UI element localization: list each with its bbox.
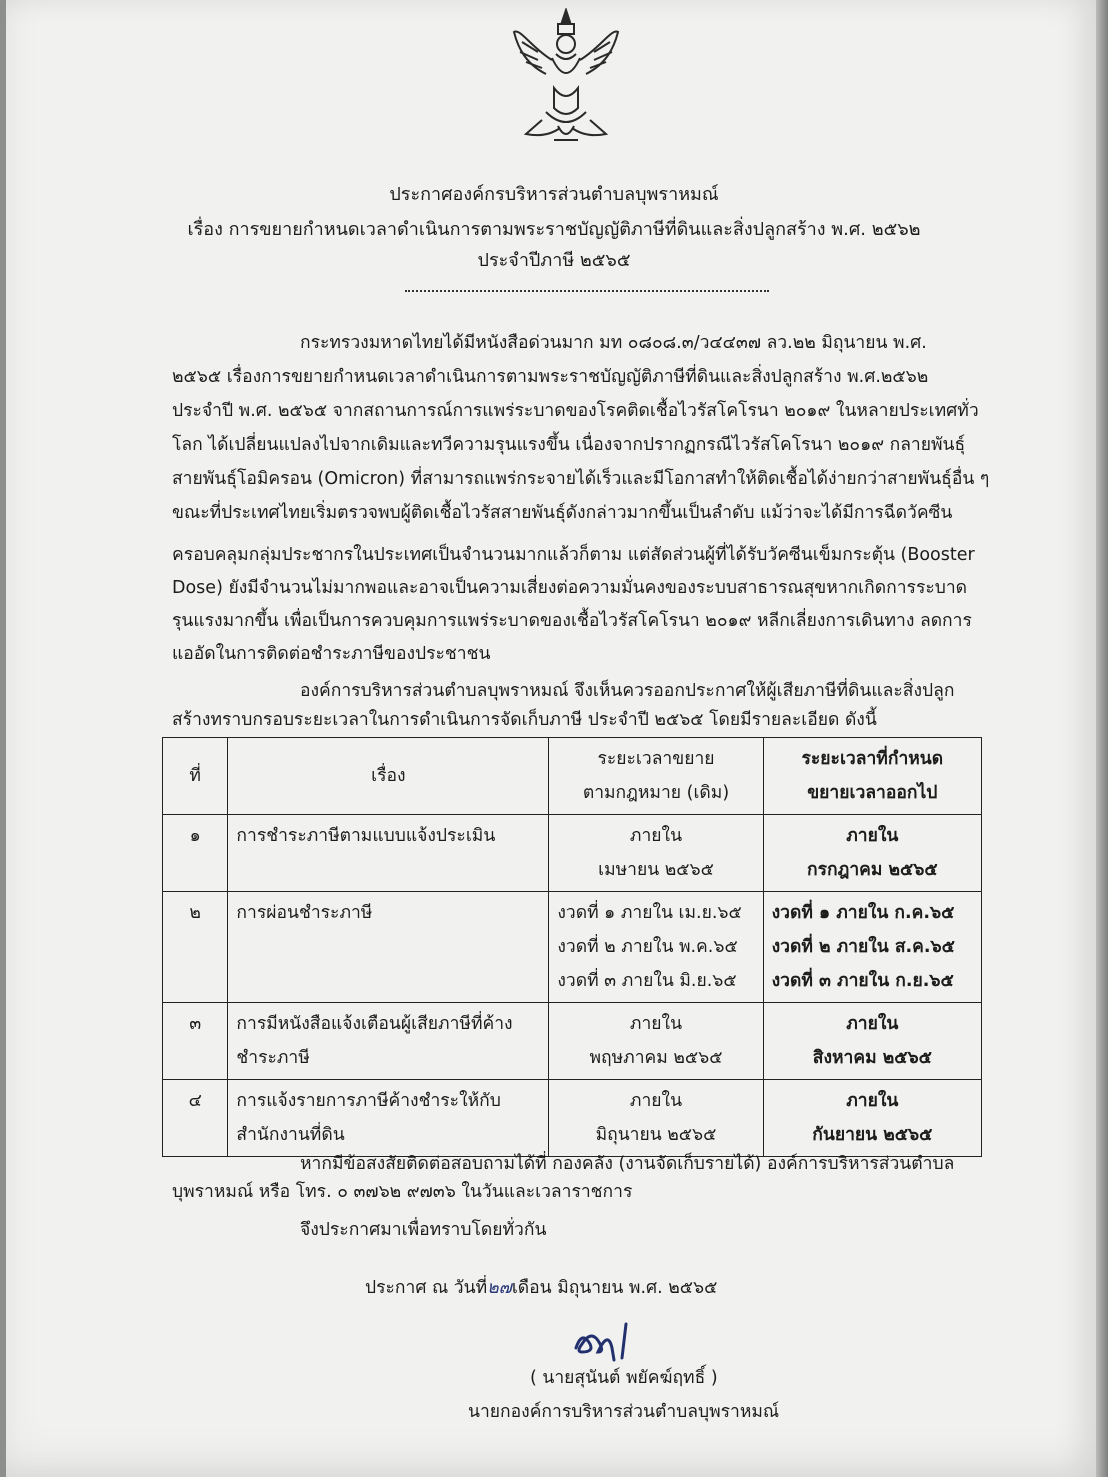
table-row bbox=[163, 1080, 982, 1157]
date-day-handwritten: ๒๗ bbox=[487, 1278, 512, 1298]
row-no: ๓ bbox=[163, 1003, 228, 1080]
closing-line: จึงประกาศมาเพื่อทราบโดยทั่วกัน bbox=[300, 1220, 547, 1240]
body-line: องค์การบริหารส่วนตำบลบุพราหมณ์ จึงเห็นควรออกประกาศให้ผู้เสียภาษีที่ดินและสิ่งปลูก bbox=[300, 681, 955, 701]
divider-dotted bbox=[405, 290, 769, 292]
contact-line: หากมีข้อสงสัยติดต่อสอบถามได้ที่ กองคลัง (งานจัดเก็บรายได้) องค์การบริหารส่วนตำบล bbox=[300, 1154, 955, 1174]
table-row bbox=[163, 815, 982, 892]
table-header-row bbox=[163, 738, 982, 815]
signature-icon bbox=[570, 1318, 650, 1362]
row-no: ๒ bbox=[163, 892, 228, 1003]
tax-schedule-table bbox=[162, 737, 982, 1157]
table-row bbox=[163, 1003, 982, 1080]
announcement-date bbox=[365, 1272, 717, 1304]
garuda-emblem-icon bbox=[512, 8, 620, 148]
body-line: ขณะที่ประเทศไทยเริ่มตรวจพบผู้ติดเชื้อไวรัสสายพันธุ์ดังกล่าวมากขึ้นเป็นลำดับ แม้ว่าจะได้มีการฉีดวัคซีน bbox=[172, 503, 953, 523]
row-no: ๔ bbox=[163, 1080, 228, 1157]
contact-line: บุพราหมณ์ หรือ โทร. ๐ ๓๗๖๒ ๙๗๓๖ ในวันและเวลาราชการ bbox=[172, 1182, 633, 1202]
body-line: โลก ได้เปลี่ยนแปลงไปจากเดิมและทวีความรุนแรงขึ้น เนื่องจากปรากฏกรณีไวรัสโคโรนา ๒๐๑๙ กลายพันธุ์ bbox=[172, 435, 966, 455]
row-new-deadline: ภายใน สิงหาคม ๒๕๖๕ bbox=[763, 1003, 981, 1080]
row-new-deadline: ภายใน กรกฎาคม ๒๕๖๕ bbox=[763, 815, 981, 892]
signer-name: ( นายสุนันต์ พยัคฆ์ฤทธิ์ ) bbox=[530, 1368, 718, 1388]
body-line: ครอบคลุมกลุ่มประชากรในประเทศเป็นจำนวนมากแล้วก็ตาม แต่สัดส่วนผู้ที่ได้รับวัคซีนเข็มกระตุ้น (Booster bbox=[172, 545, 975, 565]
row-new-deadline: งวดที่ ๑ ภายใน ก.ค.๖๕ งวดที่ ๒ ภายใน ส.ค.๖๕ งวดที่ ๓ ภายใน ก.ย.๖๕ bbox=[763, 892, 981, 1003]
body-line: แออัดในการติดต่อชำระภาษีของประชาชน bbox=[172, 644, 491, 664]
row-subject: การชำระภาษีตามแบบแจ้งประเมิน bbox=[228, 815, 549, 892]
header-old-deadline: ระยะเวลาขยาย ตามกฎหมาย (เดิม) bbox=[549, 738, 763, 815]
row-old-deadline: งวดที่ ๑ ภายใน เม.ย.๖๕ งวดที่ ๒ ภายใน พ.ค.๖๕ งวดที่ ๓ ภายใน มิ.ย.๖๕ bbox=[549, 892, 763, 1003]
row-new-deadline: ภายใน กันยายน ๒๕๖๕ bbox=[763, 1080, 981, 1157]
date-suffix: เดือน มิถุนายน พ.ศ. ๒๕๖๕ bbox=[511, 1278, 718, 1298]
body-line: ๒๕๖๕ เรื่องการขยายกำหนดเวลาดำเนินการตามพระราชบัญญัติภาษีที่ดินและสิ่งปลูกสร้าง พ.ศ.๒๕๖๒ bbox=[172, 367, 929, 387]
body-line: สร้างทราบกรอบระยะเวลาในการดำเนินการจัดเก็บภาษี ประจำปี ๒๕๖๕ โดยมีรายละเอียด ดังนี้ bbox=[172, 710, 877, 730]
signer-title: นายกองค์การบริหารส่วนตำบลบุพราหมณ์ bbox=[468, 1402, 780, 1422]
date-prefix: ประกาศ ณ วันที่ bbox=[365, 1278, 488, 1298]
row-no: ๑ bbox=[163, 815, 228, 892]
row-subject: การผ่อนชำระภาษี bbox=[228, 892, 549, 1003]
row-subject: การมีหนังสือแจ้งเตือนผู้เสียภาษีที่ค้าง ชำระภาษี bbox=[228, 1003, 549, 1080]
body-line: กระทรวงมหาดไทยได้มีหนังสือด่วนมาก มท ๐๘๐๘.๓/ว๔๔๓๗ ลว.๒๒ มิถุนายน พ.ศ. bbox=[300, 333, 927, 353]
body-line: สายพันธุ์โอมิครอน (Omicron) ที่สามารถแพร่กระจายได้เร็วและมีโอกาสทำให้ติดเชื้อได้ง่ายกว่าสายพันธุ์อื่น ๆ bbox=[172, 469, 990, 489]
header-no: ที่ bbox=[163, 738, 228, 815]
body-line: รุนแรงมากขึ้น เพื่อเป็นการควบคุมการแพร่ระบาดของเชื้อไวรัสโคโรนา ๒๐๑๙ หลีกเลี่ยงการเดินทาง ลดการ bbox=[172, 611, 972, 631]
row-old-deadline: ภายใน พฤษภาคม ๒๕๖๕ bbox=[549, 1003, 763, 1080]
row-old-deadline: ภายใน มิถุนายน ๒๕๖๕ bbox=[549, 1080, 763, 1157]
body-line: Dose) ยังมีจำนวนไม่มากพอและอาจเป็นความเสี่ยงต่อความมั่นคงของระบบสาธารณสุขหากเกิดการระบาด bbox=[172, 578, 968, 598]
subject-heading: เรื่อง การขยายกำหนดเวลาดำเนินการตามพระราชบัญญัติภาษีที่ดินและสิ่งปลูกสร้าง พ.ศ. ๒๕๖๒ bbox=[187, 219, 921, 240]
body-line: ประจำปี พ.ศ. ๒๕๖๕ จากสถานการณ์การแพร่ระบาดของโรคติดเชื้อไวรัสโคโรนา ๒๐๑๙ ในหลายประเทศทั่ว bbox=[172, 401, 979, 421]
row-old-deadline: ภายใน เมษายน ๒๕๖๕ bbox=[549, 815, 763, 892]
table-row bbox=[163, 892, 982, 1003]
header-new-deadline: ระยะเวลาที่กำหนด ขยายเวลาออกไป bbox=[763, 738, 981, 815]
header-subject: เรื่อง bbox=[228, 738, 549, 815]
tax-year-heading: ประจำปีภาษี ๒๕๖๕ bbox=[477, 250, 631, 271]
issuer-heading: ประกาศองค์กรบริหารส่วนตำบลบุพราหมณ์ bbox=[389, 184, 719, 205]
row-subject: การแจ้งรายการภาษีค้างชำระให้กับ สำนักงานที่ดิน bbox=[228, 1080, 549, 1157]
